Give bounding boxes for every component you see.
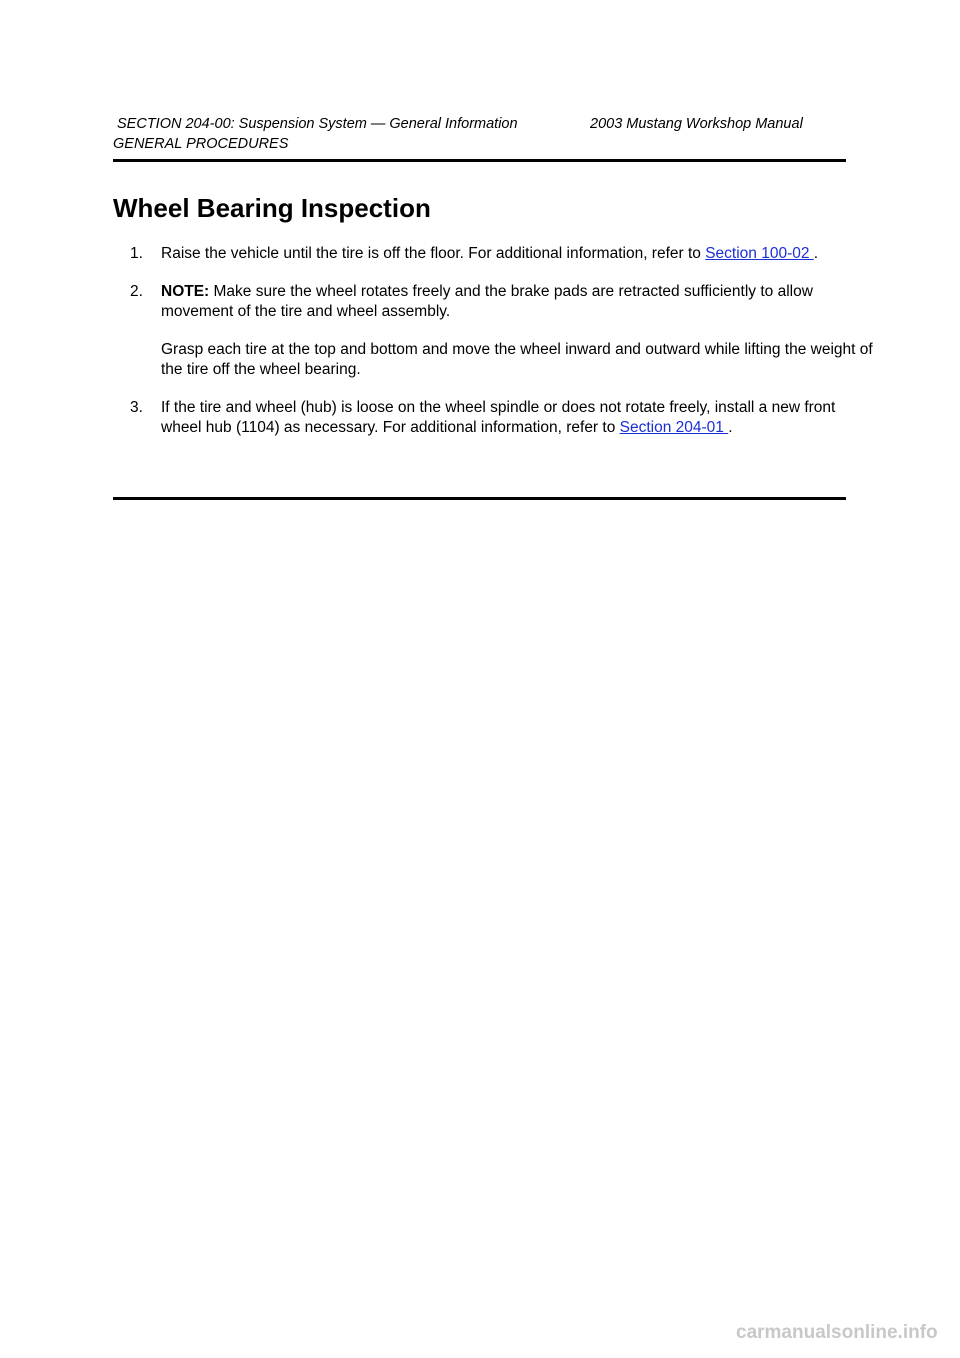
step-number: 1. (130, 245, 143, 262)
step-end: . (728, 419, 733, 436)
note-text: Make sure the wheel rotates freely and the brake pads are retracted sufficiently to allow movement of the tire and wheel assembly. (161, 283, 813, 320)
step-1 (113, 244, 873, 264)
header-section-title: SECTION 204-00: Suspension System — General Information (117, 116, 518, 132)
section-204-01-link[interactable]: Section 204-01 (619, 419, 729, 436)
step-text (161, 398, 873, 438)
header-subsection: GENERAL PROCEDURES (113, 136, 289, 152)
step-text: Grasp each tire at the top and bottom and move the wheel inward and outward while lifting the weight of the tire off the wheel bearing. (161, 341, 873, 378)
step-number: 3. (130, 399, 143, 416)
footer-divider (113, 497, 846, 500)
header-manual-title: 2003 Mustang Workshop Manual (590, 116, 803, 132)
step-body: If the tire and wheel (hub) is loose on the wheel spindle or does not rotate freely, install a new front wheel hub (1104) as necessary. For additional information, refer to (161, 399, 836, 436)
page-title: Wheel Bearing Inspection (113, 193, 431, 223)
step-3 (113, 398, 873, 438)
step-number: 2. (130, 283, 143, 300)
header-divider (113, 159, 846, 162)
note-label: NOTE: (161, 283, 210, 300)
procedure-steps (113, 244, 873, 456)
step-text (161, 244, 873, 264)
section-100-02-link[interactable]: Section 100-02 (705, 245, 814, 262)
step-end: . (813, 245, 819, 262)
watermark: carmanualsonline.info (736, 1322, 938, 1343)
step-body: Raise the vehicle until the tire is off the floor. For additional information, refer to (161, 245, 706, 262)
step-note (161, 282, 873, 322)
step-2 (113, 282, 873, 380)
